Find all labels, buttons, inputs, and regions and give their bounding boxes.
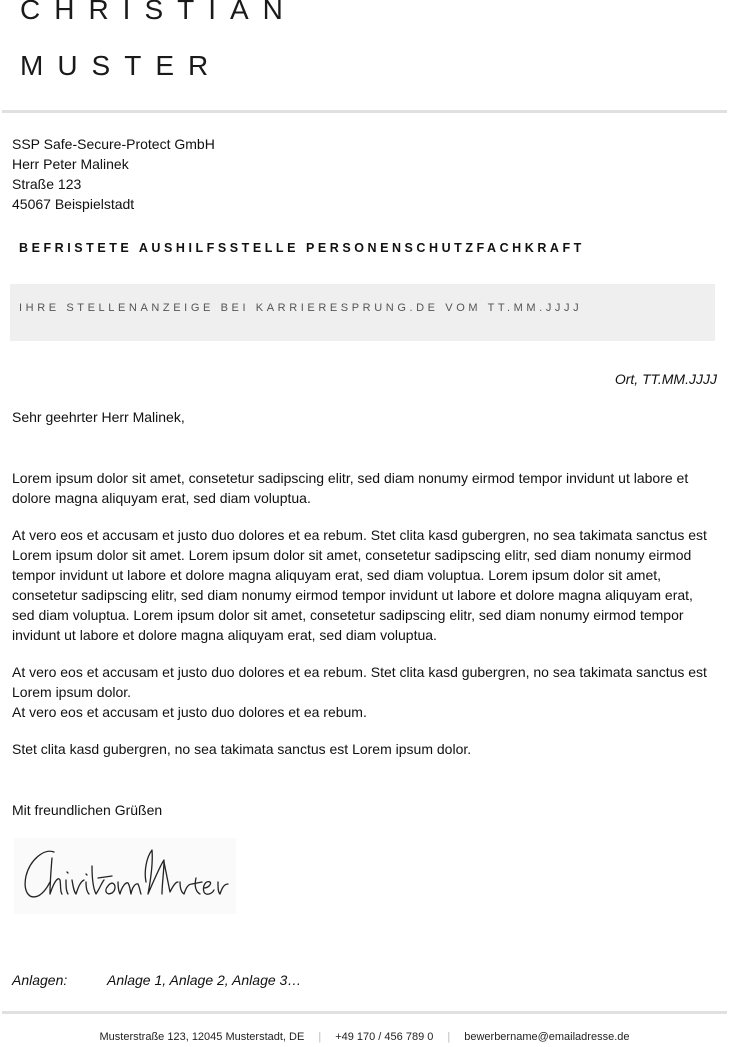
header-divider <box>2 110 727 113</box>
body-paragraph-3-line-1: At vero eos et accusam et justo duo dolores et ea rebum. Stet clita kasd gubergren, no sea takimata sanctus est Lorem ipsum dolor. <box>12 664 707 700</box>
reference-text: IHRE STELLENANZEIGE BEI KARRIERESPRUNG.DE VOM TT.MM.JJJJ <box>19 302 583 314</box>
recipient-person: Herr Peter Malinek <box>12 156 129 172</box>
attachments-list: Anlage 1, Anlage 2, Anlage 3… <box>107 972 302 988</box>
applicant-last-name: MUSTER <box>20 50 223 81</box>
letter-date: Ort, TT.MM.JJJJ <box>614 371 717 387</box>
body-paragraph-3-line-2: At vero eos et accusam et justo duo dolores et ea rebum. <box>12 704 367 720</box>
body-paragraph-3 <box>12 662 717 722</box>
recipient-street: Straße 123 <box>12 176 82 192</box>
salutation: Sehr geehrter Herr Malinek, <box>12 409 185 425</box>
footer-separator: | <box>447 1031 451 1043</box>
footer-separator: | <box>318 1031 322 1043</box>
closing: Mit freundlichen Grüßen <box>12 802 163 818</box>
recipient-company: SSP Safe-Secure-Protect GmbH <box>12 136 215 152</box>
body-paragraph-2: At vero eos et accusam et justo duo dolores et ea rebum. Stet clita kasd gubergren, no sea takimata sanctus est Lorem ipsum dolor sit amet. Lorem ipsum dolor sit amet, consetetur sadipscing elitr, sed diam nonumy eirmod tempor invidunt ut labore et dolore magna aliquyam erat, sed diam voluptua. Lorem ipsum dolor sit amet, consetetur sadipscing elitr, sed diam nonumy eirmod tempor invidunt ut labore et dolore magna aliquyam erat, sed diam voluptua. Lorem ipsum dolor sit amet, consetetur sadipscing elitr, sed diam nonumy eirmod tempor invidunt ut labore et dolore magna aliquyam erat, sed diam voluptua. <box>12 527 707 643</box>
body-paragraph-1: Lorem ipsum dolor sit amet, consetetur sadipscing elitr, sed diam nonumy eirmod tempor invidunt ut labore et dolore magna aliquyam erat, sed diam voluptua. <box>12 470 689 506</box>
recipient-city: 45067 Beispielstadt <box>12 196 135 212</box>
footer-email: bewerbername@emailadresse.de <box>464 1031 630 1043</box>
signature-image <box>14 838 236 914</box>
applicant-first-name: CHRISTIAN <box>20 0 297 25</box>
attachments-label: Anlagen: <box>12 972 68 988</box>
recipient-address <box>12 134 215 214</box>
handwritten-signature <box>14 838 236 914</box>
reference-box <box>10 284 715 341</box>
footer-divider <box>2 1011 727 1014</box>
body-paragraph-4: Stet clita kasd gubergren, no sea takimata sanctus est Lorem ipsum dolor. <box>12 741 472 757</box>
subject-line: BEFRISTETE AUSHILFSSTELLE PERSONENSCHUTZFACHKRAFT <box>19 241 585 255</box>
letter-body <box>12 468 717 776</box>
footer-phone: +49 170 / 456 789 0 <box>335 1031 434 1043</box>
footer-address: Musterstraße 123, 12045 Musterstadt, DE <box>99 1031 305 1043</box>
footer-contact <box>0 1031 729 1043</box>
